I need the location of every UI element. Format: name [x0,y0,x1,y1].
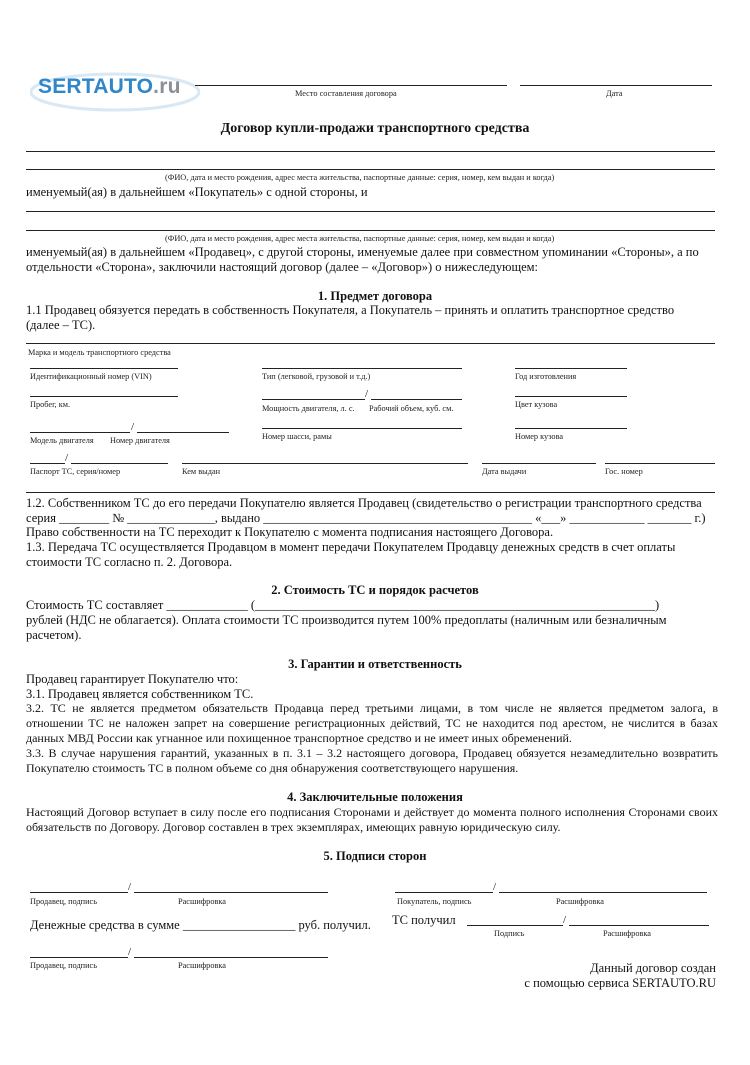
date-label: Дата [606,89,623,98]
seller-decode-label: Расшифровка [178,897,226,906]
volume-line [371,399,462,400]
section3-heading: 3. Гарантии и ответственность [288,657,462,671]
power-line [262,399,365,400]
footer-line-2: с помощью сервиса SERTAUTO.RU [524,976,716,990]
seller-text-1: именуемый(ая) в дальнейшем «Продавец», с другой стороны, именуемые далее при совместном упоминании «Стороны», а по [26,245,699,259]
label-passport: Паспорт ТС, серия/номер [30,467,121,476]
color-line [515,396,627,397]
seller-sign-label-2: Продавец, подпись [30,961,98,970]
buyer-decode-label: Расшифровка [556,897,604,906]
extra-line [26,492,715,493]
chassis-line [262,428,462,429]
label-vin: Идентификационный номер (VIN) [30,372,152,381]
slash-5: / [493,881,497,893]
seller-sign-line-2 [30,957,128,958]
plate-line [605,463,715,464]
s3-p33: 3.3. В случае нарушения гарантий, указанных в п. 3.1 – 3.2 настоящего договора, Продавец обязуется незамедлительно возвратить Покупателю стоимость ТС в полном объеме со дня обнаружения соответствующего нарушения. [26,746,718,775]
label-make-model: Марка и модель транспортного средства [28,348,171,357]
ts-sign-label: Подпись [494,929,525,938]
label-power: Мощность двигателя, л. с. [262,404,355,413]
make-model-line [26,343,715,344]
date-line [520,85,712,86]
fio-hint-2: (ФИО, дата и место рождения, адрес места жительства, паспортные данные: серия, номер, кем выдан и когда) [165,234,555,243]
buyer-decode-line [499,892,707,893]
section1-heading: 1. Предмет договора [317,289,433,303]
s3-intro: Продавец гарантирует Покупателю что: [26,672,239,686]
seller-line-2 [26,230,715,231]
p13-line2: стоимости ТС согласно п. 2. Договора. [26,555,233,569]
engine-number-line [137,432,229,433]
body-line [515,428,627,429]
seller-sign-label: Продавец, подпись [30,897,98,906]
seller-line-1 [26,211,715,212]
passport-number-line [71,463,168,464]
issued-by-line [182,463,468,464]
slash-1: / [365,388,369,400]
s2-line2: рублей (НДС не облагается). Оплата стоимости ТС производится путем 100% предоплаты (наличным или безналичным [26,613,667,627]
p12-line2: серия ________ № ______________, выдано ___________________________________________ «___» ____________ _______ г.) [26,511,706,525]
label-engine-number: Номер двигателя [110,436,170,445]
slash-2: / [131,421,135,433]
s2-line3: расчетом). [26,628,82,642]
place-line [195,85,507,86]
passport-series-line [30,463,65,464]
s3-p31: 3.1. Продавец является собственником ТС. [26,687,254,701]
buyer-line-1 [26,151,715,152]
year-line [515,368,627,369]
label-mileage: Пробег, км. [30,400,71,409]
s4-text: Настоящий Договор вступает в силу после его подписания Сторонами и действует до момента полного исполнения Сторонами своих обязательств по Договору. Договор составлен в трех экземплярах, имеющих равную юридическую силу. [26,805,718,834]
p13-line1: 1.3. Передача ТС осуществляется Продавцом в момент передачи Покупателем Продавцу денежных средств в счет оплаты [26,540,676,554]
fio-hint-1: (ФИО, дата и место рождения, адрес места жительства, паспортные данные: серия, номер, кем выдан и когда) [165,173,555,182]
seller-decode-line-2 [134,957,328,958]
p11-line2: (далее – ТС). [26,318,96,332]
label-color: Цвет кузова [515,400,558,409]
sertauto-logo: SERTAUTO.ru [38,75,181,98]
label-volume: Рабочий объем, куб. см. [369,404,454,413]
label-body: Номер кузова [515,432,564,441]
label-engine-model: Модель двигателя [30,436,94,445]
footer-line-1: Данный договор создан [590,961,716,975]
p12-line1: 1.2. Собственником ТС до его передачи Покупателю является Продавец (свидетельство о регистрации транспортного средства [26,496,702,510]
label-plate: Гос. номер [605,467,643,476]
seller-sign-line [30,892,128,893]
buyer-sign-line [395,892,493,893]
label-issued-by: Кем выдан [182,467,221,476]
section4-heading: 4. Заключительные положения [287,790,463,804]
ts-received: ТС получил [392,913,456,927]
slash-6: / [563,914,567,926]
seller-decode-line [134,892,328,893]
engine-model-line [30,432,130,433]
vin-line [30,368,178,369]
slash-4: / [128,881,132,893]
section5-heading: 5. Подписи сторон [323,849,427,863]
s3-p32: 3.2. ТС не является предметом обязательств Продавца перед третьими лицами, в том числе не является предметом залога, в отношении ТС не наложен запрет на совершение регистрационных действий, ТС не находится под арестом, не числится в базах данных МВД России как угнанное или похищенное транспортное средство и не имеет иных обременений. [26,701,718,745]
mileage-line [30,396,178,397]
page-title: Договор купли-продажи транспортного средства [220,121,530,136]
slash-7: / [128,946,132,958]
section2-heading: 2. Стоимость ТС и порядок расчетов [271,583,479,597]
seller-decode-label-2: Расшифровка [178,961,226,970]
seller-text-2: отдельности «Сторона», заключили настоящий договор (далее – «Договор») о нижеследующем: [26,260,539,274]
p11-line1: 1.1 Продавец обязуется передать в собственность Покупателя, а Покупатель – принять и оплатить транспортное средство [26,303,675,317]
ts-sign-line [467,925,563,926]
issue-date-line [482,463,596,464]
label-chassis: Номер шасси, рамы [262,432,332,441]
p12-line3: Право собственности на ТС переходит к Покупателю с момента подписания настоящего Договора. [26,525,554,539]
label-issue-date: Дата выдачи [482,467,527,476]
s2-line1: Стоимость ТС составляет _____________ (________________________________________________________________) [26,598,660,612]
buyer-line-2 [26,169,715,170]
label-type: Тип (легковой, грузовой и т.д.) [262,372,371,381]
slash-3: / [65,452,69,464]
place-label: Место составления договора [295,89,397,98]
ts-decode-line [569,925,709,926]
type-line [262,368,462,369]
buyer-text: именуемый(ая) в дальнейшем «Покупатель» с одной стороны, и [26,185,368,199]
ts-decode-label: Расшифровка [603,929,651,938]
buyer-sign-label: Покупатель, подпись [397,897,472,906]
money-received: Денежные средства в сумме __________________ руб. получил. [30,918,371,932]
label-year: Год изготовления [515,372,577,381]
